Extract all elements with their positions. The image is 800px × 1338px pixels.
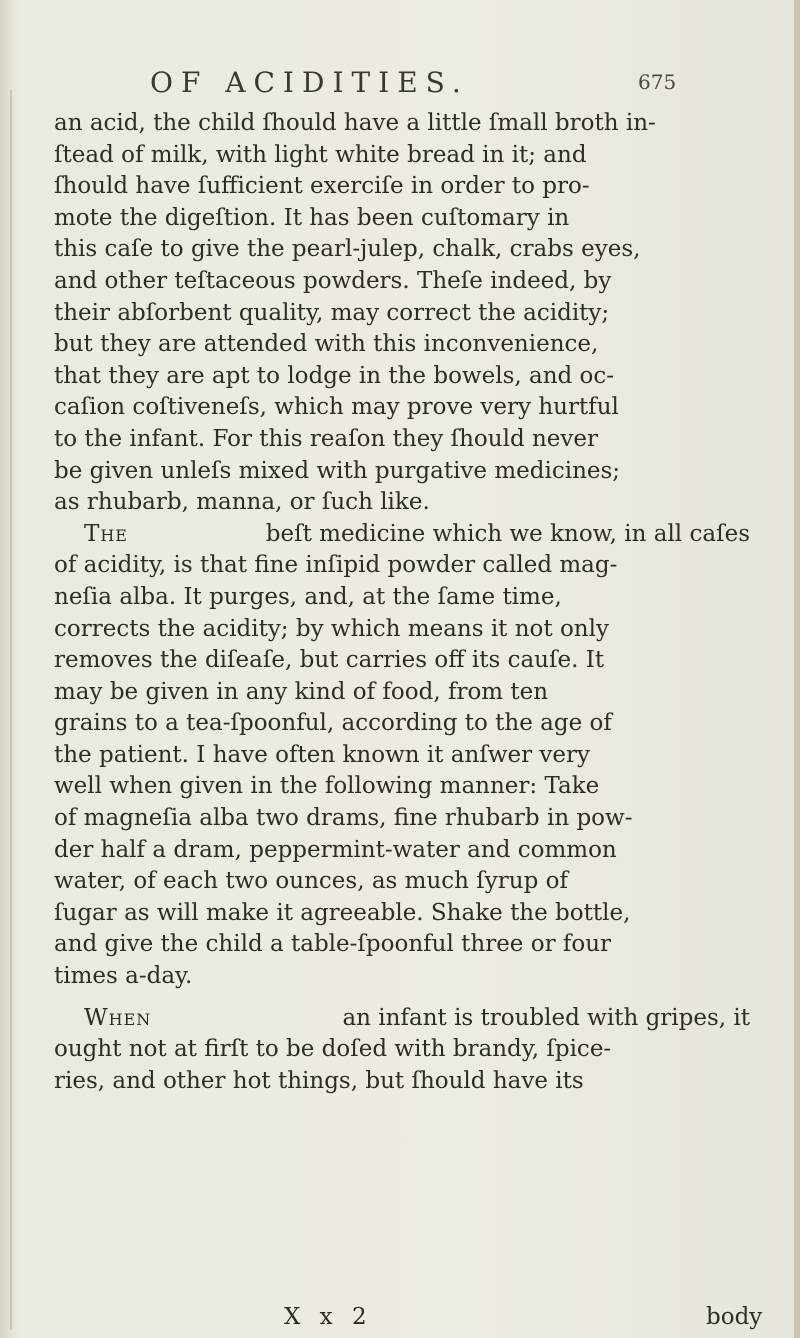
body-text	[54, 108, 750, 1097]
text-line: ſhould have ſufficient exerciſe in order to pro-	[54, 173, 590, 200]
text-line: corrects the acidity; by which means it not only	[54, 615, 609, 642]
text-line: removes the diſeaſe, but carries off its cauſe. It	[54, 647, 605, 674]
text-line: beſt medicine which we know, in all caſes	[265, 520, 750, 547]
text-line: ſugar as will make it agreeable. Shake the bottle,	[54, 899, 631, 926]
text-line: water, of each two ounces, as much ſyrup of	[54, 868, 568, 895]
text-line: neſia alba. It purges, and, at the ſame time,	[54, 583, 562, 610]
text-line: that they are apt to lodge in the bowels, and oc-	[54, 362, 615, 389]
running-head	[150, 66, 770, 106]
page-edge	[794, 0, 800, 1338]
text-line: of magneſia alba two drams, fine rhubarb in pow-	[54, 805, 633, 832]
text-line: ought not at firſt to be doſed with brandy, ſpice-	[54, 1036, 612, 1063]
signature-mark: X x 2	[284, 1304, 373, 1330]
text-line: the patient. I have often known it anſwer very	[54, 741, 591, 768]
text-line: ſtead of milk, with light white bread in it; and	[54, 141, 587, 168]
text-line: be given unleſs mixed with purgative medicines;	[54, 457, 621, 484]
paragraph-lead-word: When	[84, 1004, 152, 1031]
text-line: ries, and other hot things, but ſhould have its	[54, 1067, 584, 1094]
text-line: of acidity, is that fine inſipid powder called mag-	[54, 552, 618, 579]
text-line: and give the child a table-ſpoonful three or four	[54, 931, 612, 958]
text-line: their abſorbent quality, may correct the acidity;	[54, 299, 610, 326]
gutter-shadow	[10, 90, 12, 1330]
catchword: body	[706, 1304, 763, 1330]
text-line: and other teſtaceous powders. Theſe indeed, by	[54, 267, 612, 294]
paragraph-lead-word: The	[84, 520, 128, 547]
text-line: an acid, the child ſhould have a little ſmall broth in-	[54, 110, 656, 136]
text-line: to the infant. For this reaſon they ſhould never	[54, 425, 599, 452]
text-line: der half a dram, peppermint-water and common	[54, 836, 617, 863]
text-line: an infant is troubled with gripes, it	[342, 1004, 750, 1031]
paragraph-first-line	[54, 519, 750, 551]
text-line: may be given in any kind of food, from ten	[54, 678, 549, 705]
page-footer	[54, 1304, 763, 1338]
text-line: mote the digeſtion. It has been cuſtomary in	[54, 204, 570, 231]
paragraph-first-line	[54, 1003, 750, 1035]
text-line: this caſe to give the pearl-julep, chalk, crabs eyes,	[54, 236, 641, 263]
text-line: well when given in the following manner: Take	[54, 773, 600, 800]
text-line: as rhubarb, manna, or ſuch like.	[54, 489, 430, 516]
text-line: but they are attended with this inconvenience,	[54, 331, 599, 358]
text-line: caſion coſtiveneſs, which may prove very hurtful	[54, 394, 619, 421]
text-line: grains to a tea-ſpoonful, according to the age of	[54, 710, 612, 737]
page-number: 675	[638, 70, 677, 94]
text-line: times a-day.	[54, 963, 193, 990]
page-title: OF ACIDITIES.	[150, 66, 469, 99]
